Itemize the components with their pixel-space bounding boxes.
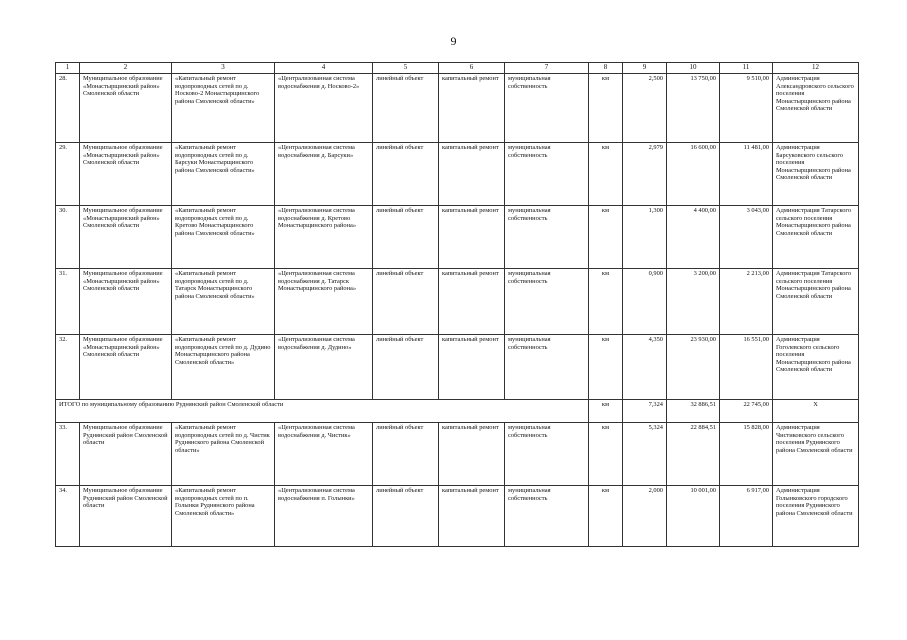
work-type-cell: капитальный ремонт: [439, 143, 505, 206]
unit-cell: км: [589, 486, 623, 547]
object-type-cell: линейный объект: [373, 486, 439, 547]
cost-cell: 16 600,00: [667, 143, 720, 206]
length-cell: 2,000: [623, 486, 667, 547]
municipality-cell: Муниципальное образование Руднянский район Смоленской области: [80, 423, 172, 486]
total-unit: км: [589, 400, 623, 423]
unit-cell: км: [589, 335, 623, 400]
municipality-cell: Муниципальное образование Руднянский район Смоленской области: [80, 486, 172, 547]
municipality-cell: Муниципальное образование «Монастырщинский район» Смоленской области: [80, 143, 172, 206]
length-cell: 0,900: [623, 269, 667, 335]
project-name-cell: «Капитальный ремонт водопроводных сетей по д. Чистик Руднянского района Смоленской области»: [172, 423, 275, 486]
municipality-cell: Муниципальное образование «Монастырщинский район» Смоленской области: [80, 74, 172, 143]
cost-cell: 13 750,00: [667, 74, 720, 143]
administration-cell: Администрация Голынковского городского поселения Руднянского района Смоленской области: [773, 486, 859, 547]
column-header: 9: [623, 63, 667, 74]
funding-cell: 2 213,00: [720, 269, 773, 335]
unit-cell: км: [589, 423, 623, 486]
system-name-cell: «Централизованная система водоснабжения д. Барсуки»: [275, 143, 373, 206]
object-type-cell: линейный объект: [373, 74, 439, 143]
row-number: 33.: [56, 423, 80, 486]
project-name-cell: «Капитальный ремонт водопроводных сетей по д. Кретово Монастырщинского района Смоленской области»: [172, 206, 275, 269]
ownership-cell: муниципальная собственность: [505, 423, 589, 486]
row-number: 32.: [56, 335, 80, 400]
system-name-cell: «Централизованная система водоснабжения д. Кретово Монастырщинского района»: [275, 206, 373, 269]
length-cell: 1,300: [623, 206, 667, 269]
cost-cell: 23 930,00: [667, 335, 720, 400]
table-row: [56, 423, 859, 486]
funding-cell: 15 828,00: [720, 423, 773, 486]
table-row: [56, 335, 859, 400]
total-row: [56, 400, 859, 423]
column-header: 6: [439, 63, 505, 74]
object-type-cell: линейный объект: [373, 335, 439, 400]
object-type-cell: линейный объект: [373, 143, 439, 206]
municipality-cell: Муниципальное образование «Монастырщинский район» Смоленской области: [80, 269, 172, 335]
work-type-cell: капитальный ремонт: [439, 74, 505, 143]
column-header: 5: [373, 63, 439, 74]
unit-cell: км: [589, 74, 623, 143]
table-row: [56, 143, 859, 206]
unit-cell: км: [589, 143, 623, 206]
funding-cell: 9 510,00: [720, 74, 773, 143]
table-row: [56, 206, 859, 269]
length-cell: 2,979: [623, 143, 667, 206]
project-name-cell: «Капитальный ремонт водопроводных сетей по п. Голынки Руднянского района Смоленской области»: [172, 486, 275, 547]
work-type-cell: капитальный ремонт: [439, 423, 505, 486]
total-cost: 32 886,51: [667, 400, 720, 423]
column-numbers-row: [56, 63, 859, 74]
project-name-cell: «Капитальный ремонт водопроводных сетей по д. Носково-2 Монастырщинского района Смоленской области»: [172, 74, 275, 143]
cost-cell: 22 884,51: [667, 423, 720, 486]
system-name-cell: «Централизованная система водоснабжения д. Носково-2»: [275, 74, 373, 143]
funding-cell: 11 481,00: [720, 143, 773, 206]
unit-cell: км: [589, 269, 623, 335]
project-name-cell: «Капитальный ремонт водопроводных сетей по д. Дудино Монастырщинского района Смоленской области»: [172, 335, 275, 400]
unit-cell: км: [589, 206, 623, 269]
work-type-cell: капитальный ремонт: [439, 486, 505, 547]
length-cell: 4,350: [623, 335, 667, 400]
work-type-cell: капитальный ремонт: [439, 269, 505, 335]
column-header: 3: [172, 63, 275, 74]
system-name-cell: «Централизованная система водоснабжения д. Чистик»: [275, 423, 373, 486]
total-length: 7,324: [623, 400, 667, 423]
object-type-cell: линейный объект: [373, 206, 439, 269]
row-number: 30.: [56, 206, 80, 269]
object-type-cell: линейный объект: [373, 269, 439, 335]
funding-cell: 3 043,00: [720, 206, 773, 269]
administration-cell: Администрация Татарского сельского поселения Монастырщинского района Смоленской области: [773, 206, 859, 269]
page-number: 9: [450, 34, 457, 48]
system-name-cell: «Централизованная система водоснабжения д. Татарск Монастырщинского района»: [275, 269, 373, 335]
funding-cell: 16 551,00: [720, 335, 773, 400]
project-name-cell: «Капитальный ремонт водопроводных сетей по д. Барсуки Монастырщинского района Смоленской области»: [172, 143, 275, 206]
project-name-cell: «Капитальный ремонт водопроводных сетей по д. Татарск Монастырщинского района Смоленской области»: [172, 269, 275, 335]
column-header: 8: [589, 63, 623, 74]
municipality-cell: Муниципальное образование «Монастырщинский район» Смоленской области: [80, 335, 172, 400]
row-number: 31.: [56, 269, 80, 335]
cost-cell: 4 400,00: [667, 206, 720, 269]
column-header: 12: [773, 63, 859, 74]
row-number: 34.: [56, 486, 80, 547]
administration-cell: Администрация Барсуковского сельского поселения Монастырщинского района Смоленской области: [773, 143, 859, 206]
system-name-cell: «Централизованная система водоснабжения д. Дудино»: [275, 335, 373, 400]
program-table: [55, 62, 859, 547]
ownership-cell: муниципальная собственность: [505, 143, 589, 206]
total-label: ИТОГО по муниципальному образованию Руднянский район Смоленской области: [56, 400, 589, 423]
cost-cell: 3 200,00: [667, 269, 720, 335]
ownership-cell: муниципальная собственность: [505, 486, 589, 547]
table-row: [56, 269, 859, 335]
row-number: 28.: [56, 74, 80, 143]
administration-cell: Администрация Гоголевского сельского поселения Монастырщинского района Смоленской области: [773, 335, 859, 400]
total-funding: 22 745,00: [720, 400, 773, 423]
column-header: 4: [275, 63, 373, 74]
column-header: 10: [667, 63, 720, 74]
ownership-cell: муниципальная собственность: [505, 269, 589, 335]
work-type-cell: капитальный ремонт: [439, 206, 505, 269]
municipality-cell: Муниципальное образование «Монастырщинский район» Смоленской области: [80, 206, 172, 269]
length-cell: 2,500: [623, 74, 667, 143]
ownership-cell: муниципальная собственность: [505, 206, 589, 269]
column-header: 1: [56, 63, 80, 74]
cost-cell: 10 001,00: [667, 486, 720, 547]
length-cell: 5,324: [623, 423, 667, 486]
table-row: [56, 74, 859, 143]
system-name-cell: «Централизованная система водоснабжения п. Голынки»: [275, 486, 373, 547]
table-row: [56, 486, 859, 547]
ownership-cell: муниципальная собственность: [505, 335, 589, 400]
administration-cell: Администрация Чистиковского сельского поселения Руднянского района Смоленской области: [773, 423, 859, 486]
administration-cell: Администрация Александровского сельского поселения Монастырщинского района Смоленской области: [773, 74, 859, 143]
column-header: 11: [720, 63, 773, 74]
administration-cell: Администрация Татарского сельского поселения Монастырщинского района Смоленской области: [773, 269, 859, 335]
ownership-cell: муниципальная собственность: [505, 74, 589, 143]
total-mark: X: [773, 400, 859, 423]
column-header: 7: [505, 63, 589, 74]
work-type-cell: капитальный ремонт: [439, 335, 505, 400]
funding-cell: 6 917,00: [720, 486, 773, 547]
row-number: 29.: [56, 143, 80, 206]
column-header: 2: [80, 63, 172, 74]
object-type-cell: линейный объект: [373, 423, 439, 486]
